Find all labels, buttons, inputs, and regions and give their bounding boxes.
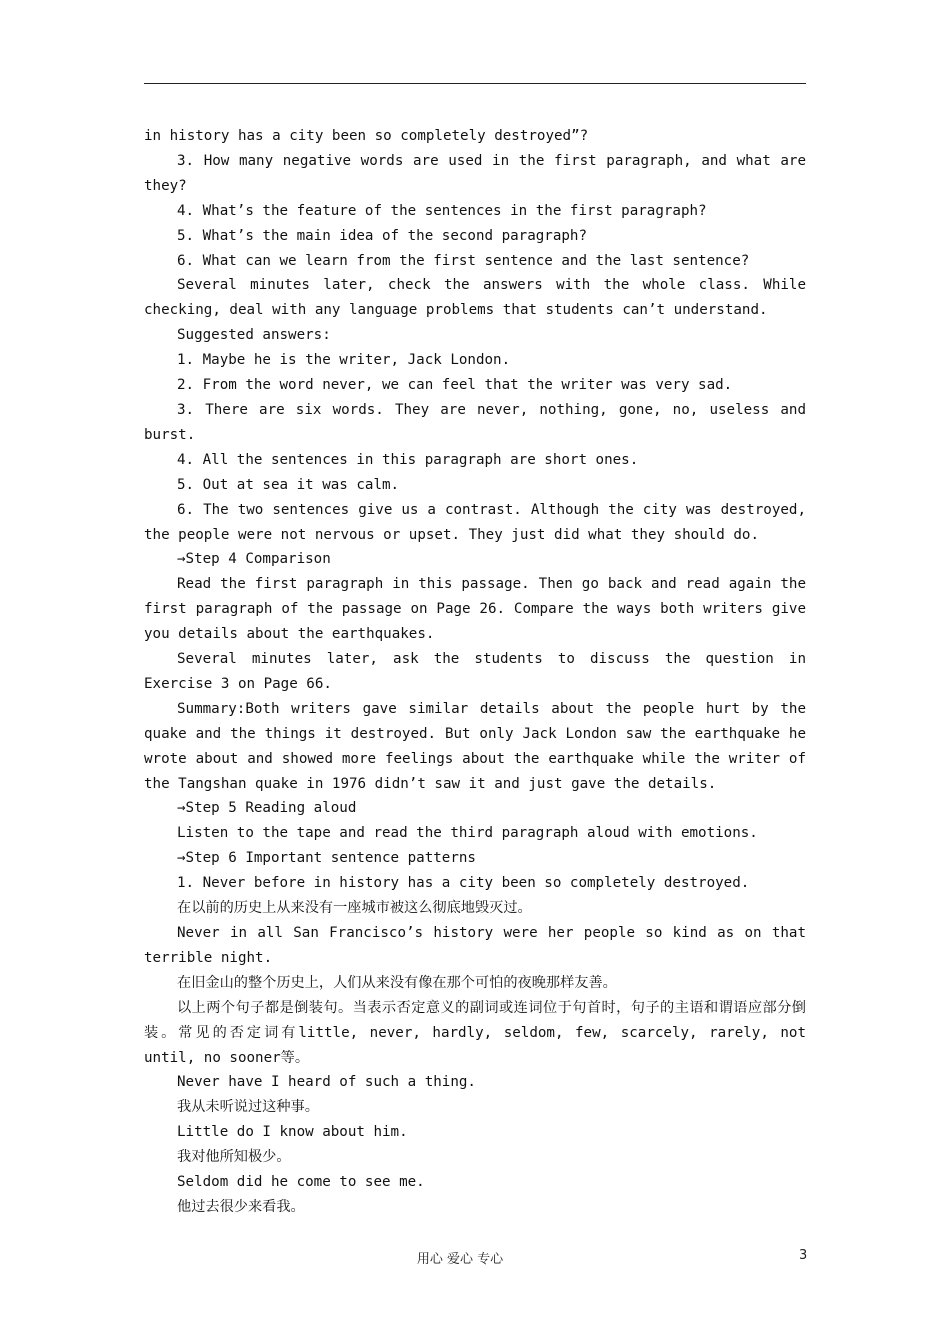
paragraph: 4. What’s the feature of the sentences in the first paragraph?: [177, 202, 707, 219]
paragraph: 1. Maybe he is the writer, Jack London.: [177, 352, 511, 369]
paragraph: 3. There are six words. They are never, nothing, gone, no, useless and burst.: [144, 401, 806, 443]
paragraph: 1. Never before in history has a city been so completely destroyed.: [177, 875, 750, 892]
paragraph: 5. Out at sea it was calm.: [177, 476, 400, 493]
footer-text: 用心 爱心 专心: [416, 1252, 504, 1267]
paragraph: 2. From the word never, we can feel that the writer was very sad.: [177, 377, 733, 394]
paragraph: 4. All the sentences in this paragraph are short ones.: [177, 451, 639, 468]
paragraph: 在旧金山的整个历史上，人们从来没有像在那个可怕的夜晚那样友善。: [177, 974, 617, 991]
paragraph: Read the first paragraph in this passage. Then go back and read again the first paragraph of the passage on Page 26. Compare the ways both writers give you details about the earthquakes.: [144, 576, 806, 643]
paragraph: →Step 6 Important sentence patterns: [177, 850, 476, 867]
paragraph: Seldom did he come to see me.: [177, 1174, 425, 1191]
paragraph: Several minutes later, ask the students to discuss the question in Exercise 3 on Page 66.: [144, 651, 806, 692]
document-body: [144, 124, 806, 1220]
paragraph: Listen to the tape and read the third paragraph aloud with emotions.: [177, 825, 758, 842]
paragraph: 3. How many negative words are used in the first paragraph, and what are they?: [144, 152, 806, 194]
paragraph: Never in all San Francisco’s history were her people so kind as on that terrible night.: [144, 925, 806, 966]
paragraph: Suggested answers:: [177, 327, 331, 344]
paragraph: →Step 5 Reading aloud: [177, 800, 357, 817]
paragraph: Never have I heard of such a thing.: [177, 1074, 476, 1091]
paragraph: Little do I know about him.: [177, 1124, 408, 1141]
paragraph: 在以前的历史上从来没有一座城市被这么彻底地毁灭过。: [177, 900, 532, 917]
paragraph: 6. What can we learn from the first sentence and the last sentence?: [177, 252, 750, 269]
paragraph: Several minutes later, check the answers with the whole class. While checking, deal with any language problems that students can’t understand.: [144, 277, 806, 319]
paragraph: 以上两个句子都是倒装句。当表示否定意义的副词或连词位于句首时，句子的主语和谓语应部分倒装。常见的否定词有little, never, hardly, seldom, few, scarcely, rarely, not until, no sooner等。: [144, 999, 806, 1066]
paragraph: →Step 4 Comparison: [177, 551, 331, 568]
page-number: 3: [799, 1248, 808, 1263]
paragraph: in history has a city been so completely destroyed”?: [144, 128, 589, 144]
paragraph: 他过去很少来看我。: [177, 1198, 305, 1215]
paragraph: 5. What’s the main idea of the second paragraph?: [177, 227, 587, 244]
paragraph: 我从未听说过这种事。: [177, 1099, 319, 1116]
paragraph: 我对他所知极少。: [177, 1149, 291, 1166]
header-rule: [144, 83, 806, 84]
paragraph: Summary:Both writers gave similar details about the people hurt by the quake and the things it destroyed. But only Jack London saw the earthquake he wrote about and showed more feelings about the earthquake while the writer of the Tangshan quake in 1976 didn’t saw it and just gave the details.: [144, 700, 806, 792]
paragraph: 6. The two sentences give us a contrast. Although the city was destroyed, the people were not nervous or upset. They just did what they should do.: [144, 501, 806, 543]
